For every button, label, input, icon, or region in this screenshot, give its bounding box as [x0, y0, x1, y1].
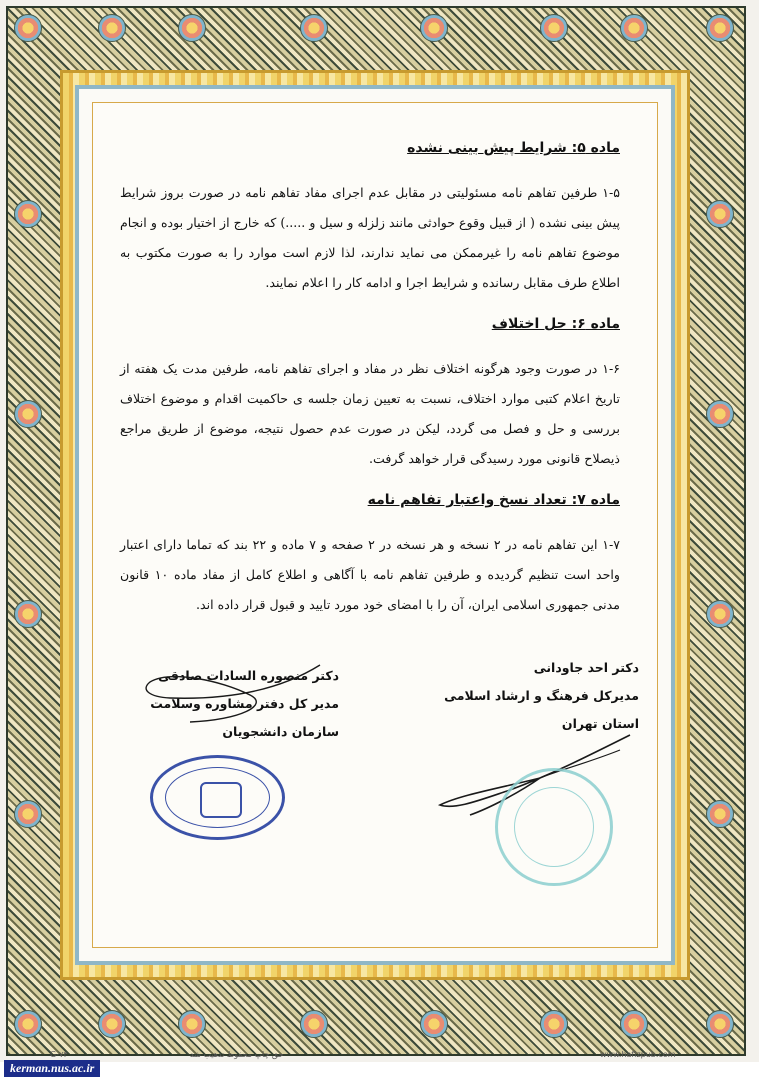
flower-ornament-icon [98, 14, 126, 42]
url-badge[interactable]: kerman.nus.ac.ir [4, 1060, 100, 1077]
signatory-right-name: دکتر احد جاودانی [533, 660, 639, 675]
flower-ornament-icon [706, 14, 734, 42]
flower-ornament-icon [706, 800, 734, 828]
flower-ornament-icon [620, 1010, 648, 1038]
flower-ornament-icon [620, 14, 648, 42]
flower-ornament-icon [706, 1010, 734, 1038]
stamp-left-icon [150, 755, 285, 840]
article-7-heading: ماده ۷: تعداد نسخ واعتبار تفاهم نامه [367, 492, 620, 508]
flower-ornament-icon [706, 400, 734, 428]
flower-ornament-icon [14, 600, 42, 628]
flower-ornament-icon [14, 200, 42, 228]
flower-ornament-icon [178, 14, 206, 42]
article-5-text: ۱-۵ طرفین تفاهم نامه مسئولیتی در مقابل عدم اجرای مفاد تفاهم نامه در صورت بروز شرایط پیش بینی نشده ( از قبیل وقوع حوادثی مانند زلزله و سیل و .....) که خارج از اختیار بوده و انجام موضوع تفاهم نامه را غیرممکن می نماید ندارند، لذا لازم است موارد را به صورت مکتوب به اطلاع طرف مقابل رسانده و شرایط اجرا و ادامه کار را اعلام نمایند. [120, 185, 620, 290]
flower-ornament-icon [14, 1010, 42, 1038]
signatory-right-org: استان تهران [561, 716, 639, 731]
signature-left-icon [130, 660, 330, 730]
document-body [120, 140, 620, 638]
stamp-right-icon [495, 768, 613, 886]
article-6-text: ۱-۶ در صورت وجود هرگونه اختلاف نظر در مفاد و اجرای تفاهم نامه، طرفین مدت یک هفته از تاریخ اعلام کتبی موارد اختلاف، نسبت به تعیین زمان جلسه ی حاکمیت اقدام و موضوع اختلاف بررسی و حل و فصل می گردد، لیکن در صورت عدم حصول نتیجه، موضوع از طریق مراجع ذیصلاح قانونی مورد رسیدگی قرار خواهد گرفت. [120, 361, 620, 466]
bottom-bar [0, 1062, 759, 1080]
flower-ornament-icon [540, 1010, 568, 1038]
flower-ornament-icon [300, 1010, 328, 1038]
signatory-right-title: مدیرکل فرهنگ و ارشاد اسلامی [444, 688, 639, 703]
flower-ornament-icon [706, 200, 734, 228]
flower-ornament-icon [420, 14, 448, 42]
flower-ornament-icon [14, 400, 42, 428]
flower-ornament-icon [706, 600, 734, 628]
flower-ornament-icon [540, 14, 568, 42]
article-7-text: ۱-۷ این تفاهم نامه در ۲ نسخه و هر نسخه در ۲ صفحه و ۷ ماده و ۲۲ بند که تماما دارای اعتبار واحد است تنظیم گردیده و طرفین تفاهم نامه با آگاهی و اطلاع کامل از مفاد ماده ۱۰ قانون مدنی جمهوری اسلامی ایران، آن را با امضای خود مورد تایید و قبول قرار داده اند. [120, 537, 621, 612]
flower-ornament-icon [14, 800, 42, 828]
publisher-site: www.hafizpub.com [600, 1050, 676, 1059]
signatory-left-title: مدیر کل دفتر مشاوره وسلامت [150, 696, 339, 711]
flower-ornament-icon [98, 1010, 126, 1038]
signatory-left-name: دکتر منصوره السادات صادقی [158, 668, 339, 683]
print-note: حق چاپ محفوظ تذهیب شد [190, 1050, 284, 1059]
flower-ornament-icon [420, 1010, 448, 1038]
flower-ornament-icon [14, 14, 42, 42]
flower-ornament-icon [178, 1010, 206, 1038]
article-6-heading: ماده ۶: حل اختلاف [491, 316, 620, 332]
page-code: G-۷۴ [50, 1050, 68, 1059]
flower-ornament-icon [300, 14, 328, 42]
article-5-heading: ماده ۵: شرایط پیش بینی نشده [407, 140, 620, 156]
signatory-left-org: سازمان دانشجویان [222, 724, 339, 739]
